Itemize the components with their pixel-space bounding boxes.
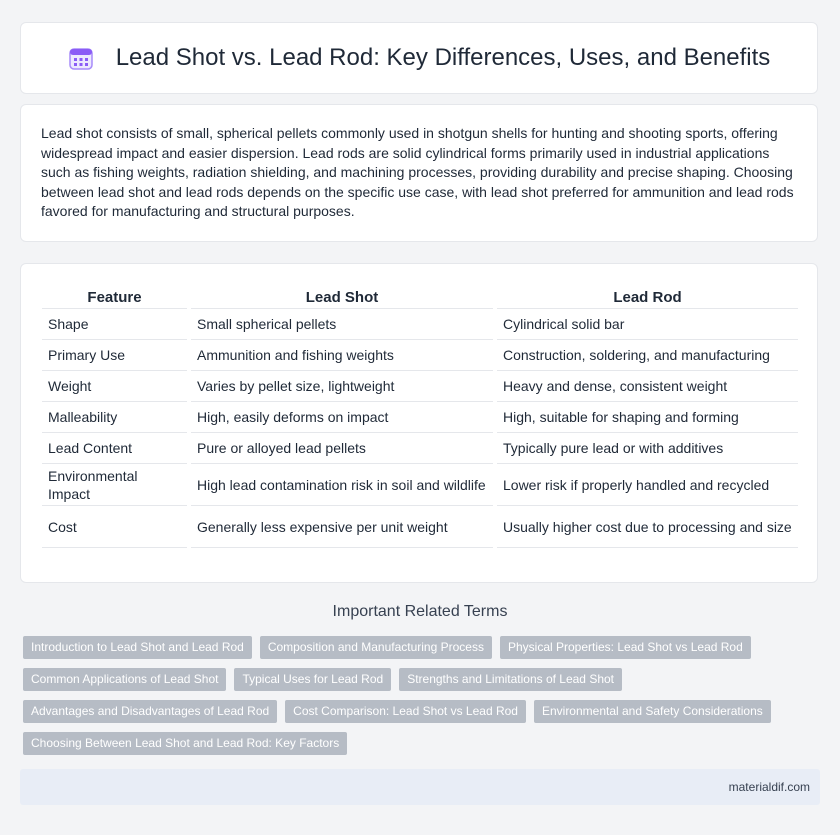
related-terms-list — [23, 636, 783, 755]
table-cell: Small spherical pellets — [191, 309, 493, 340]
related-term-tag[interactable]: Physical Properties: Lead Shot vs Lead Rod — [500, 636, 751, 659]
table-cell: High lead contamination risk in soil and wildlife — [191, 464, 493, 506]
related-term-tag[interactable]: Cost Comparison: Lead Shot vs Lead Rod — [285, 700, 526, 723]
footer — [20, 769, 820, 805]
table-cell: Environmental Impact — [42, 464, 187, 506]
table-cell: Construction, soldering, and manufacturing — [497, 340, 798, 371]
related-term-tag[interactable]: Choosing Between Lead Shot and Lead Rod: Key Factors — [23, 732, 347, 755]
table-cell: Generally less expensive per unit weight — [191, 506, 493, 548]
page-title: Lead Shot vs. Lead Rod: Key Differences, Uses, and Benefits — [115, 44, 771, 71]
page-header — [20, 22, 818, 94]
footer-site[interactable]: materialdif.com — [728, 780, 810, 794]
table-cell: High, suitable for shaping and forming — [497, 402, 798, 433]
table-cell: Lead Content — [42, 433, 187, 464]
related-term-tag[interactable]: Advantages and Disadvantages of Lead Rod — [23, 700, 277, 723]
table-cell: Cost — [42, 506, 187, 548]
table-row — [42, 340, 798, 371]
table-cell: Shape — [42, 309, 187, 340]
table-cell: High, easily deforms on impact — [191, 402, 493, 433]
table-cell: Weight — [42, 371, 187, 402]
related-term-tag[interactable]: Common Applications of Lead Shot — [23, 668, 226, 691]
table-row — [42, 371, 798, 402]
header-lead-rod: Lead Rod — [497, 284, 798, 309]
calendar-icon — [68, 45, 94, 71]
table-row — [42, 402, 798, 433]
table-cell: Typically pure lead or with additives — [497, 433, 798, 464]
comparison-table — [42, 284, 798, 548]
related-term-tag[interactable]: Environmental and Safety Considerations — [534, 700, 771, 723]
comparison-card — [20, 263, 818, 583]
table-cell: Lower risk if properly handled and recycled — [497, 464, 798, 506]
header-feature: Feature — [42, 284, 187, 309]
table-row — [42, 433, 798, 464]
table-cell: Heavy and dense, consistent weight — [497, 371, 798, 402]
table-cell: Primary Use — [42, 340, 187, 371]
related-terms-title: Important Related Terms — [332, 603, 508, 620]
table-row — [42, 309, 798, 340]
table-cell: Ammunition and fishing weights — [191, 340, 493, 371]
table-cell: Varies by pellet size, lightweight — [191, 371, 493, 402]
related-term-tag[interactable]: Introduction to Lead Shot and Lead Rod — [23, 636, 252, 659]
table-cell: Cylindrical solid bar — [497, 309, 798, 340]
table-row — [42, 464, 798, 506]
related-term-tag[interactable]: Composition and Manufacturing Process — [260, 636, 492, 659]
table-cell: Pure or alloyed lead pellets — [191, 433, 493, 464]
intro-card — [20, 104, 818, 242]
table-row — [42, 506, 798, 548]
table-cell: Usually higher cost due to processing and size — [497, 506, 798, 548]
related-term-tag[interactable]: Typical Uses for Lead Rod — [234, 668, 391, 691]
header-lead-shot: Lead Shot — [191, 284, 493, 309]
table-cell: Malleability — [42, 402, 187, 433]
related-term-tag[interactable]: Strengths and Limitations of Lead Shot — [399, 668, 622, 691]
table-header-row — [42, 284, 798, 309]
intro-text: Lead shot consists of small, spherical pellets commonly used in shotgun shells for hunting and shooting sports, offering widespread impact and easier dispersion. Lead rods are solid cylindrical forms primarily used in industrial applications such as fishing weights, radiation shielding, and machining processes, providing durability and precise shaping. Choosing between lead shot and lead rods depends on the specific use case, with lead shot preferred for ammunition and lead rods favored for manufacturing and structural purposes. — [41, 125, 794, 219]
